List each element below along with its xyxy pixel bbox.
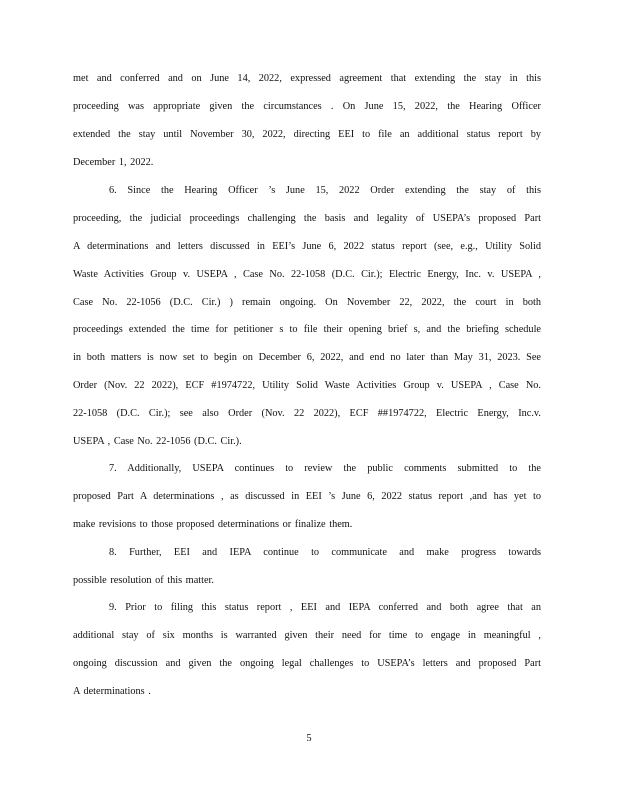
paragraph-7-line: 7. Additionally, USEPA continues to review the public comments submitted to the bbox=[109, 463, 541, 474]
text-line: A determinations and letters discussed in EEI’s June 6, 2022 status report (see, e.g., Utility Solid bbox=[73, 241, 541, 252]
text-line: possible resolution of this matter. bbox=[73, 575, 214, 586]
text-line: Waste Activities Group v. USEPA , Case No. 22-1058 (D.C. Cir.); Electric Energy, Inc. v. USEPA , bbox=[73, 269, 541, 280]
paragraph-9-line: 9. Prior to filing this status report , EEI and IEPA conferred and both agree that an bbox=[109, 602, 541, 613]
text-line: December 1, 2022. bbox=[73, 157, 154, 168]
paragraph-8-line: 8. Further, EEI and IEPA continue to communicate and make progress towards bbox=[109, 547, 541, 558]
text-line: proceedings extended the time for petitioner s to file their opening brief s, and the briefing schedule bbox=[73, 324, 541, 335]
text-line: additional stay of six months is warranted given their need for time to engage in meaningful , bbox=[73, 630, 541, 641]
text-line: proposed Part A determinations , as discussed in EEI ’s June 6, 2022 status report ,and has yet to bbox=[73, 491, 541, 502]
text-line: Case No. 22-1056 (D.C. Cir.) ) remain ongoing. On November 22, 2022, the court in both bbox=[73, 297, 541, 308]
text-line: ongoing discussion and given the ongoing legal challenges to USEPA’s letters and proposed Part bbox=[73, 658, 541, 669]
text-line: USEPA , Case No. 22-1056 (D.C. Cir.). bbox=[73, 436, 242, 447]
text-line: 22-1058 (D.C. Cir.); see also Order (Nov. 22 2022), ECF ##1974722, Electric Energy, Inc.v. bbox=[73, 408, 541, 419]
text-line: proceeding, the judicial proceedings challenging the basis and legality of USEPA’s proposed Part bbox=[73, 213, 541, 224]
text-line: A determinations . bbox=[73, 686, 151, 697]
page-number: 5 bbox=[306, 733, 312, 744]
text-line: met and conferred and on June 14, 2022, expressed agreement that extending the stay in this bbox=[73, 73, 541, 84]
text-line: extended the stay until November 30, 2022, directing EEI to file an additional status report by bbox=[73, 129, 541, 140]
text-line: in both matters is now set to begin on December 6, 2022, and end no later than May 31, 2023. See bbox=[73, 352, 541, 363]
paragraph-6-line: 6. Since the Hearing Officer ’s June 15, 2022 Order extending the stay of this bbox=[109, 185, 541, 196]
text-line: Order (Nov. 22 2022), ECF #1974722, Utility Solid Waste Activities Group v. USEPA , Case No. bbox=[73, 380, 541, 391]
text-line: make revisions to those proposed determinations or finalize them. bbox=[73, 519, 353, 530]
text-line: proceeding was appropriate given the circumstances . On June 15, 2022, the Hearing Officer bbox=[73, 101, 541, 112]
